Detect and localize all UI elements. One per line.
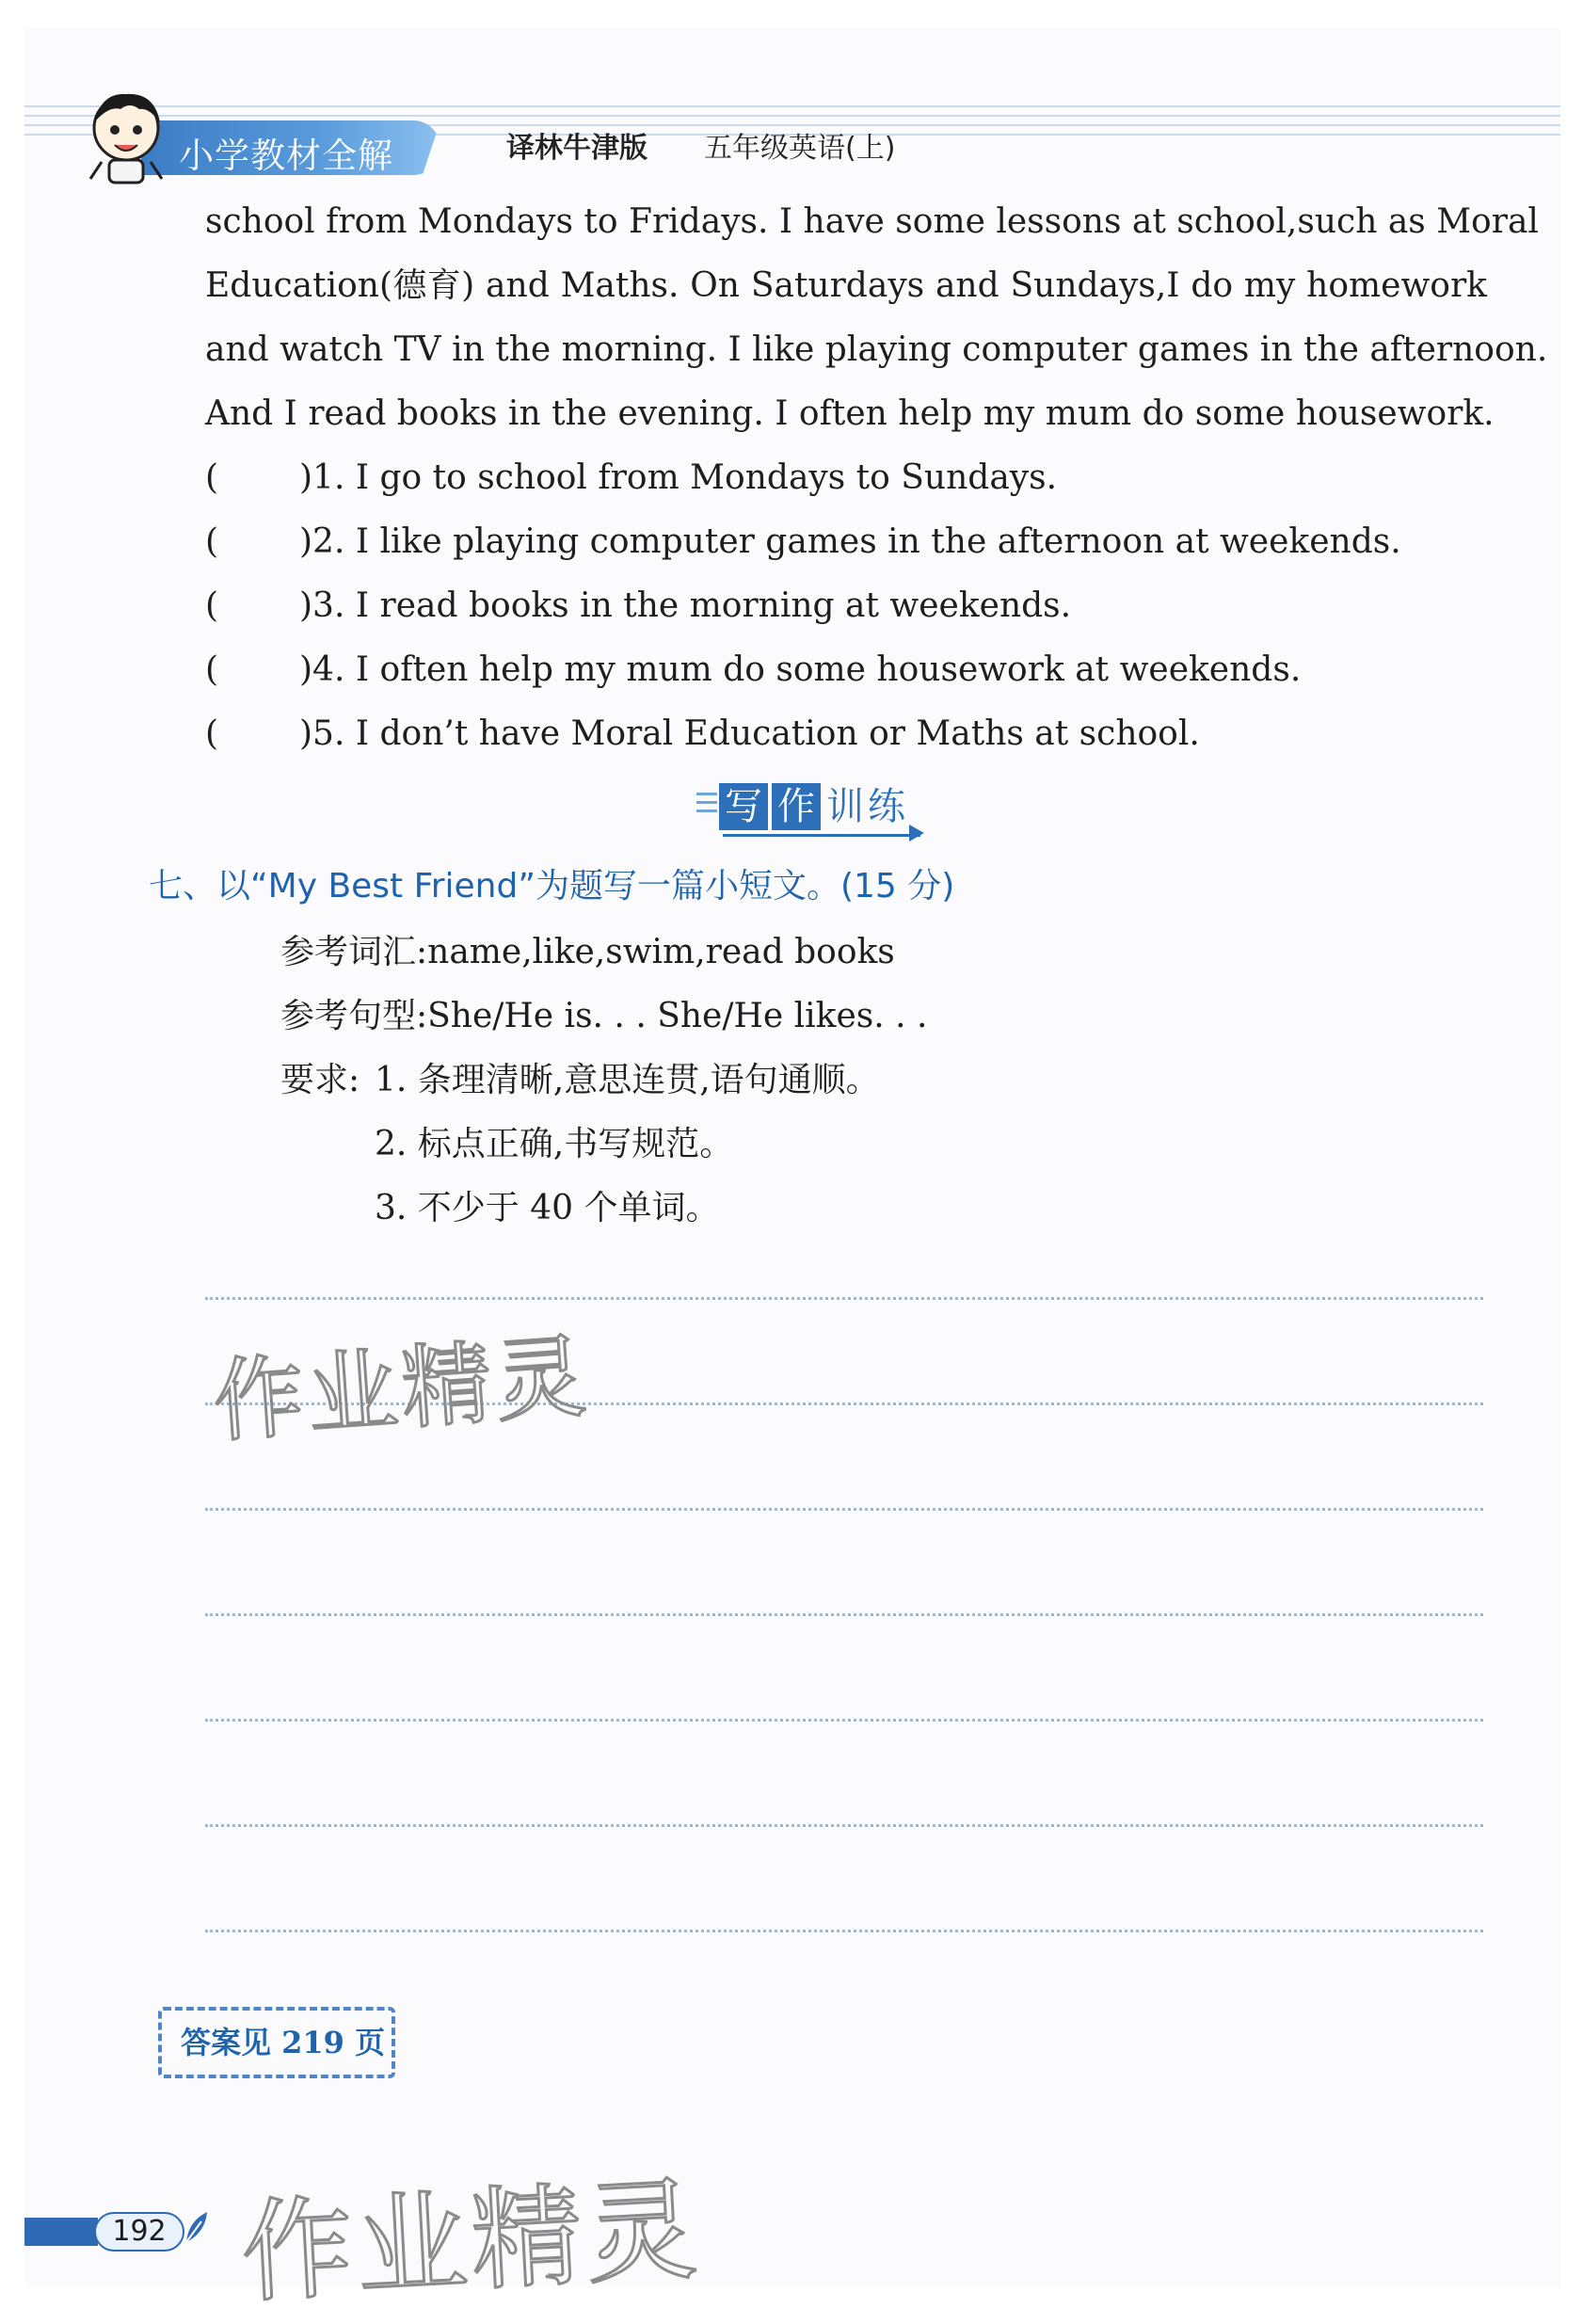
question-text: I go to school from Mondays to Sundays.: [344, 458, 1058, 497]
question-text: I often help my mum do some housework at weekends.: [344, 650, 1302, 689]
writing-line[interactable]: [205, 1930, 1483, 1932]
question-number: )3.: [299, 586, 345, 625]
heading-char-box: 作: [772, 783, 821, 830]
writing-section-heading: [696, 779, 941, 838]
question-row: [205, 585, 1071, 627]
watermark-text: 作业精灵: [210, 1323, 593, 1455]
question-number: )1.: [299, 458, 345, 497]
boy-mascot-icon: [73, 81, 179, 186]
answer-blank[interactable]: (: [205, 714, 219, 753]
reference-sentence-pattern: 参考句型:She/He is. . . She/He likes. . .: [280, 997, 928, 1035]
passage-line: And I read books in the evening. I often help my mum do some housework.: [205, 394, 1495, 433]
question-number: )4.: [299, 650, 345, 689]
heading-char-box: 写: [719, 783, 768, 830]
page-number: 192: [94, 2212, 184, 2252]
book-series-title: 小学教材全解: [179, 136, 393, 176]
answer-blank[interactable]: (: [205, 458, 219, 497]
question-number: )5.: [299, 714, 345, 753]
requirements-label: 要求:: [280, 1061, 360, 1099]
task-title: 七、以“My Best Friend”为题写一篇小短文。(15 分): [149, 867, 955, 906]
requirement-item: 1. 条理清晰,意思连贯,语句通顺。: [375, 1061, 880, 1099]
question-row: [205, 457, 1057, 499]
grade-label: 五年级英语(上): [704, 132, 896, 165]
leaf-icon: [183, 2208, 211, 2246]
heading-char: 练: [868, 785, 905, 828]
writing-line[interactable]: [205, 1719, 1483, 1722]
question-row: [205, 521, 1401, 563]
writing-line[interactable]: [205, 1508, 1483, 1511]
answer-blank[interactable]: (: [205, 650, 219, 689]
heading-char: 训: [826, 785, 864, 828]
arrow-right-icon: [909, 825, 924, 841]
answer-blank[interactable]: (: [205, 522, 219, 561]
heading-underline: [723, 834, 920, 837]
question-number: )2.: [299, 522, 345, 561]
question-text: I read books in the morning at weekends.: [344, 586, 1072, 625]
answer-blank[interactable]: (: [205, 586, 219, 625]
answer-reference-text: 答案见 219 页: [181, 2025, 386, 2060]
edition-label: 译林牛津版: [506, 132, 648, 165]
writing-line[interactable]: [205, 1297, 1483, 1300]
heading-decor-lines: [696, 793, 717, 825]
writing-line[interactable]: [205, 1613, 1483, 1616]
writing-line[interactable]: [205, 1824, 1483, 1827]
passage-line: school from Mondays to Fridays. I have some lessons at school,such as Moral: [205, 202, 1539, 241]
requirement-item: 2. 标点正确,书写规范。: [375, 1125, 734, 1163]
footer-bar: [24, 2218, 98, 2246]
watermark-text: 作业精灵: [238, 2164, 704, 2318]
reference-vocabulary: 参考词汇:name,like,swim,read books: [280, 933, 895, 971]
question-row: [205, 649, 1301, 691]
question-row: [205, 713, 1200, 755]
requirement-item: 3. 不少于 40 个单词。: [375, 1189, 720, 1227]
passage-line: and watch TV in the morning. I like playing computer games in the afternoon.: [205, 330, 1548, 369]
passage-line: Education(德育) and Maths. On Saturdays and Sundays,I do my homework: [205, 266, 1487, 305]
question-text: I don’t have Moral Education or Maths at school.: [344, 714, 1200, 753]
question-text: I like playing computer games in the afternoon at weekends.: [344, 522, 1401, 561]
